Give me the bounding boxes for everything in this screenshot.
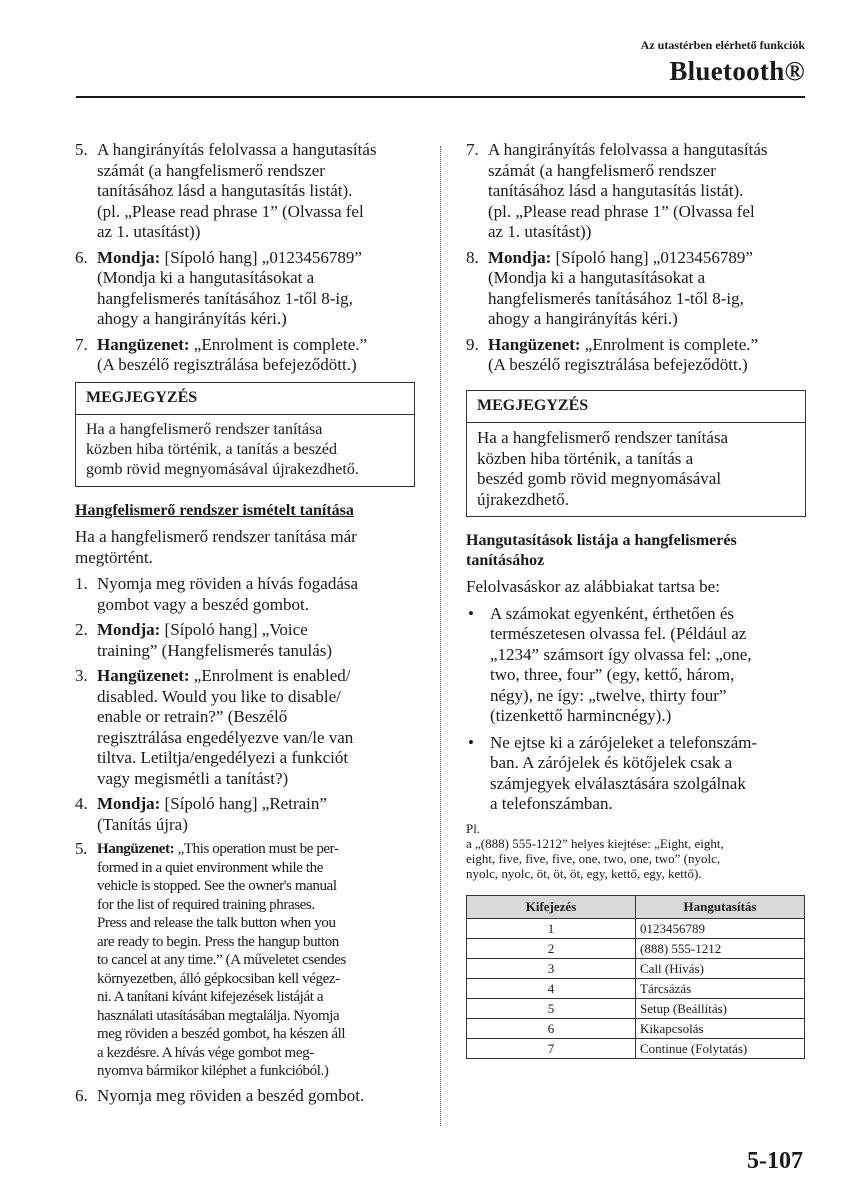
step-text <box>97 666 415 789</box>
bold-label: Hangüzenet: <box>97 334 190 354</box>
text-line: Hangüzenet: „Enrolment is complete.” <box>488 334 759 354</box>
text-line: (A beszélő regisztrálása befejeződött.) <box>97 355 357 374</box>
text-line: tanításához lásd a hangutasítás listát). <box>97 181 353 200</box>
text-line: (pl. „Please read phrase 1” (Olvassa fel <box>97 201 364 221</box>
table-cell: 2 <box>467 939 636 959</box>
bullet-list <box>466 604 806 815</box>
note-body <box>467 423 805 516</box>
step-text <box>97 140 415 243</box>
text-line: tanításához <box>466 552 545 569</box>
section-intro <box>75 527 415 568</box>
table-row <box>467 1039 805 1059</box>
step-number: 8. <box>466 247 479 267</box>
text-line: a „(888) 555-1212” helyes kiejtése: „Eight, eight, <box>466 835 724 851</box>
text-line: Ha a hangfelismerő rendszer tanítása <box>477 428 729 447</box>
text-line: számjegyek elválasztására szolgálnak <box>490 773 746 793</box>
step-text <box>97 1086 415 1107</box>
list-intro: Felolvasáskor az alábbiakat tartsa be: <box>466 577 720 596</box>
text-line: ni. A tanítani kívánt kifejezések listáját a <box>97 989 324 1005</box>
step-item <box>75 620 415 661</box>
example-label: Pl. <box>466 820 481 836</box>
text-line: Hangüzenet: „Enrolment is complete.” <box>97 334 368 354</box>
text-line: (A beszélő regisztrálása befejeződött.) <box>488 355 748 374</box>
text-line: Nyomja meg röviden a beszéd gombot. <box>97 1085 365 1105</box>
bullet-item <box>466 604 806 727</box>
text-line: számát (a hangfelismerő rendszer <box>97 160 325 180</box>
step-number: 2. <box>75 620 88 639</box>
step-item <box>75 794 415 835</box>
text-line: használati utasításában megtalálja. Nyomja <box>97 1007 340 1024</box>
table-row <box>467 919 805 939</box>
step-number: 1. <box>75 574 88 593</box>
text-line: ahogy a hangirányítás kéri.) <box>97 309 287 328</box>
table-cell: 0123456789 <box>636 919 805 939</box>
text-line: tiltva. Letiltja/engedélyezi a funkciót <box>97 748 349 767</box>
text-line: „1234” számsort így olvassa fel: „one, <box>490 644 752 664</box>
text-line: ahogy a hangirányítás kéri.) <box>488 309 678 328</box>
table-cell: 4 <box>467 979 636 999</box>
text-line: négy), ne így: „twelve, thirty four” <box>490 685 727 705</box>
step-item <box>75 840 415 1081</box>
step-item <box>466 140 806 243</box>
table-cell: 1 <box>467 919 636 939</box>
step-item <box>75 574 415 615</box>
table-cell: Continue (Folytatás) <box>636 1039 805 1059</box>
table-cell: (888) 555-1212 <box>636 939 805 959</box>
text-line: a telefonszámban. <box>490 794 613 813</box>
text-line: Press and release the talk button when you <box>97 915 336 931</box>
header-rule <box>76 96 805 98</box>
text-line: enable or retrain?” (Beszélő <box>97 707 288 726</box>
step-text <box>488 248 806 330</box>
text-line: közben hiba történik, a tanítás a <box>477 448 694 468</box>
text-line: (pl. „Please read phrase 1” (Olvassa fel <box>488 201 755 221</box>
text-line: Mondja: [Sípoló hang] „Voice <box>97 620 308 639</box>
note-heading: MEGJEGYZÉS <box>467 391 805 424</box>
bold-label: Hangüzenet: <box>97 666 190 685</box>
step-item <box>75 666 415 789</box>
text-line: training” (Hangfelismerés tanulás) <box>97 640 333 660</box>
text-line: meg röviden a beszéd gombot, ha készen áll <box>97 1026 346 1042</box>
step-text <box>97 840 415 1081</box>
bullet-dot: • <box>468 603 474 623</box>
left-column <box>75 140 415 1111</box>
text-line: számát (a hangfelismerő rendszer <box>488 160 716 180</box>
text-line: vehicle is stopped. See the owner's manual <box>97 878 337 894</box>
step-number: 7. <box>466 140 479 159</box>
bullet-dot: • <box>468 732 474 752</box>
text-line: vagy megismétli a tanítást?) <box>97 768 289 788</box>
step-number: 4. <box>75 794 88 813</box>
table-cell: 5 <box>467 999 636 1019</box>
step-text <box>488 140 806 243</box>
column-header: Kifejezés <box>467 895 636 919</box>
step-item <box>466 248 806 330</box>
text-line: gomb rövid megnyomásával újrakezdhető. <box>86 461 359 478</box>
table-row <box>467 999 805 1019</box>
table-row <box>467 979 805 999</box>
bold-label: Mondja: <box>488 247 552 267</box>
step-item <box>75 1086 415 1107</box>
text-line: közben hiba történik, a tanítás a beszéd <box>86 441 338 458</box>
step-text <box>97 620 415 661</box>
text-line: for the list of required training phrases. <box>97 896 315 913</box>
section-heading: Hangfelismerő rendszer ismételt tanítása <box>75 502 354 519</box>
bold-label: Mondja: <box>97 620 161 639</box>
text-line: Ne ejtse ki a zárójeleket a telefonszám- <box>490 732 758 752</box>
text-line: környezetben, álló gépkocsiban kell végez- <box>97 970 340 987</box>
text-line: tanításához lásd a hangutasítás listát). <box>488 181 744 200</box>
phrase-table <box>466 895 805 1060</box>
bullet-text <box>490 604 806 727</box>
text-line: Mondja: [Sípoló hang] „0123456789” <box>97 247 362 267</box>
text-line: regisztrálása engedélyezve van/le van <box>97 727 354 747</box>
step-text <box>97 335 415 376</box>
text-line: megtörtént. <box>75 547 153 567</box>
table-header-row <box>467 895 805 919</box>
text-line: az 1. utasítást)) <box>97 222 201 241</box>
text-line: Hangutasítások listája a hangfelismerés <box>466 532 737 549</box>
bold-label: Mondja: <box>97 794 161 813</box>
note-box <box>75 382 415 488</box>
table-cell: 6 <box>467 1019 636 1039</box>
table-cell: Call (Hívás) <box>636 959 805 979</box>
step-list <box>466 140 806 376</box>
step-number: 6. <box>75 247 88 267</box>
table-cell: Setup (Beállítás) <box>636 999 805 1019</box>
text-line: gombot vagy a beszéd gombot. <box>97 594 309 614</box>
text-line: újrakezdhető. <box>477 489 570 509</box>
text-line: beszéd gomb rövid megnyomásával <box>477 469 722 488</box>
step-item <box>75 335 415 376</box>
text-line: Ha a hangfelismerő rendszer tanítása már <box>75 527 357 546</box>
text-line: nyolc, nyolc, öt, öt, öt, egy, kettő, egy, kettő). <box>466 865 702 881</box>
column-divider <box>440 146 441 1126</box>
step-number: 5. <box>75 140 88 159</box>
step-text <box>488 335 806 376</box>
text-line: A számokat egyenként, érthetően és <box>490 603 735 623</box>
text-line: Mondja: [Sípoló hang] „Retrain” <box>97 794 327 813</box>
table-row <box>467 959 805 979</box>
text-line: Ha a hangfelismerő rendszer tanítása <box>86 421 323 438</box>
table-cell: Kikapcsolás <box>636 1019 805 1039</box>
text-line: formed in a quiet environment while the <box>97 859 323 876</box>
text-line: are ready to begin. Press the hangup button <box>97 933 339 950</box>
table-cell: 7 <box>467 1039 636 1059</box>
text-line: Mondja: [Sípoló hang] „0123456789” <box>488 247 753 267</box>
text-line: ban. A zárójelek és kötőjelek csak a <box>490 753 733 772</box>
table-cell: Tárcsázás <box>636 979 805 999</box>
text-line: a kezdésre. A hívás vége gombot meg- <box>97 1044 314 1061</box>
step-list <box>75 574 415 835</box>
note-body <box>76 415 414 486</box>
page-number: 5-107 <box>747 1148 803 1174</box>
bold-label: Hangüzenet: <box>488 334 581 354</box>
text-line: (Mondja ki a hangutasításokat a <box>488 268 706 287</box>
list-heading <box>466 531 806 571</box>
step-text <box>97 794 415 835</box>
bold-label: Hangüzenet: <box>97 841 175 857</box>
page-title: Bluetooth® <box>669 56 805 86</box>
step-text <box>97 248 415 330</box>
text-line: hangfelismerés tanításához 1-től 8-ig, <box>97 288 353 308</box>
note-box <box>466 390 806 518</box>
step-list <box>75 140 415 376</box>
step-number: 9. <box>466 334 479 354</box>
step-number: 5. <box>75 839 87 858</box>
step-item <box>75 248 415 330</box>
step-number: 6. <box>75 1085 88 1105</box>
text-line: nyomva bármikor kiléphet a funkcióból.) <box>97 1063 329 1079</box>
text-line: A hangirányítás felolvassa a hangutasítás <box>97 140 377 159</box>
table-row <box>467 1019 805 1039</box>
table-row <box>467 939 805 959</box>
text-line: Nyomja meg röviden a hívás fogadása <box>97 574 359 593</box>
step-number: 3. <box>75 666 88 685</box>
step-text <box>97 574 415 615</box>
section-label: Az utastérben elérhető funkciók <box>640 38 805 52</box>
step-item <box>466 335 806 376</box>
text-line: two, three, four” (egy, kettő, három, <box>490 665 735 684</box>
text-line: (tizenkettő harmincnégy).) <box>490 706 672 725</box>
right-column <box>466 140 806 1059</box>
bold-label: Mondja: <box>97 247 161 267</box>
text-line: A hangirányítás felolvassa a hangutasítás <box>488 140 768 159</box>
table-cell: 3 <box>467 959 636 979</box>
text-line: az 1. utasítást)) <box>488 222 592 241</box>
text-line: hangfelismerés tanításához 1-től 8-ig, <box>488 288 744 308</box>
text-line: természetesen olvassa fel. (Például az <box>490 624 747 643</box>
bullet-item <box>466 733 806 815</box>
example-text <box>466 836 806 881</box>
step-item <box>75 140 415 243</box>
text-line: disabled. Would you like to disable/ <box>97 686 341 706</box>
column-header: Hangutasítás <box>636 895 805 919</box>
text-line: Hangüzenet: „Enrolment is enabled/ <box>97 666 351 685</box>
text-line: Hangüzenet: „This operation must be per- <box>97 841 339 857</box>
text-line: (Tanítás újra) <box>97 814 188 834</box>
step-number: 7. <box>75 334 88 354</box>
text-line: to cancel at any time.” (A műveletet csendes <box>97 952 346 968</box>
text-line: eight, five, five, five, one, two, one, two” (nyolc, <box>466 850 721 866</box>
bullet-text <box>490 733 806 815</box>
note-heading: MEGJEGYZÉS <box>76 383 414 416</box>
text-line: (Mondja ki a hangutasításokat a <box>97 268 315 287</box>
